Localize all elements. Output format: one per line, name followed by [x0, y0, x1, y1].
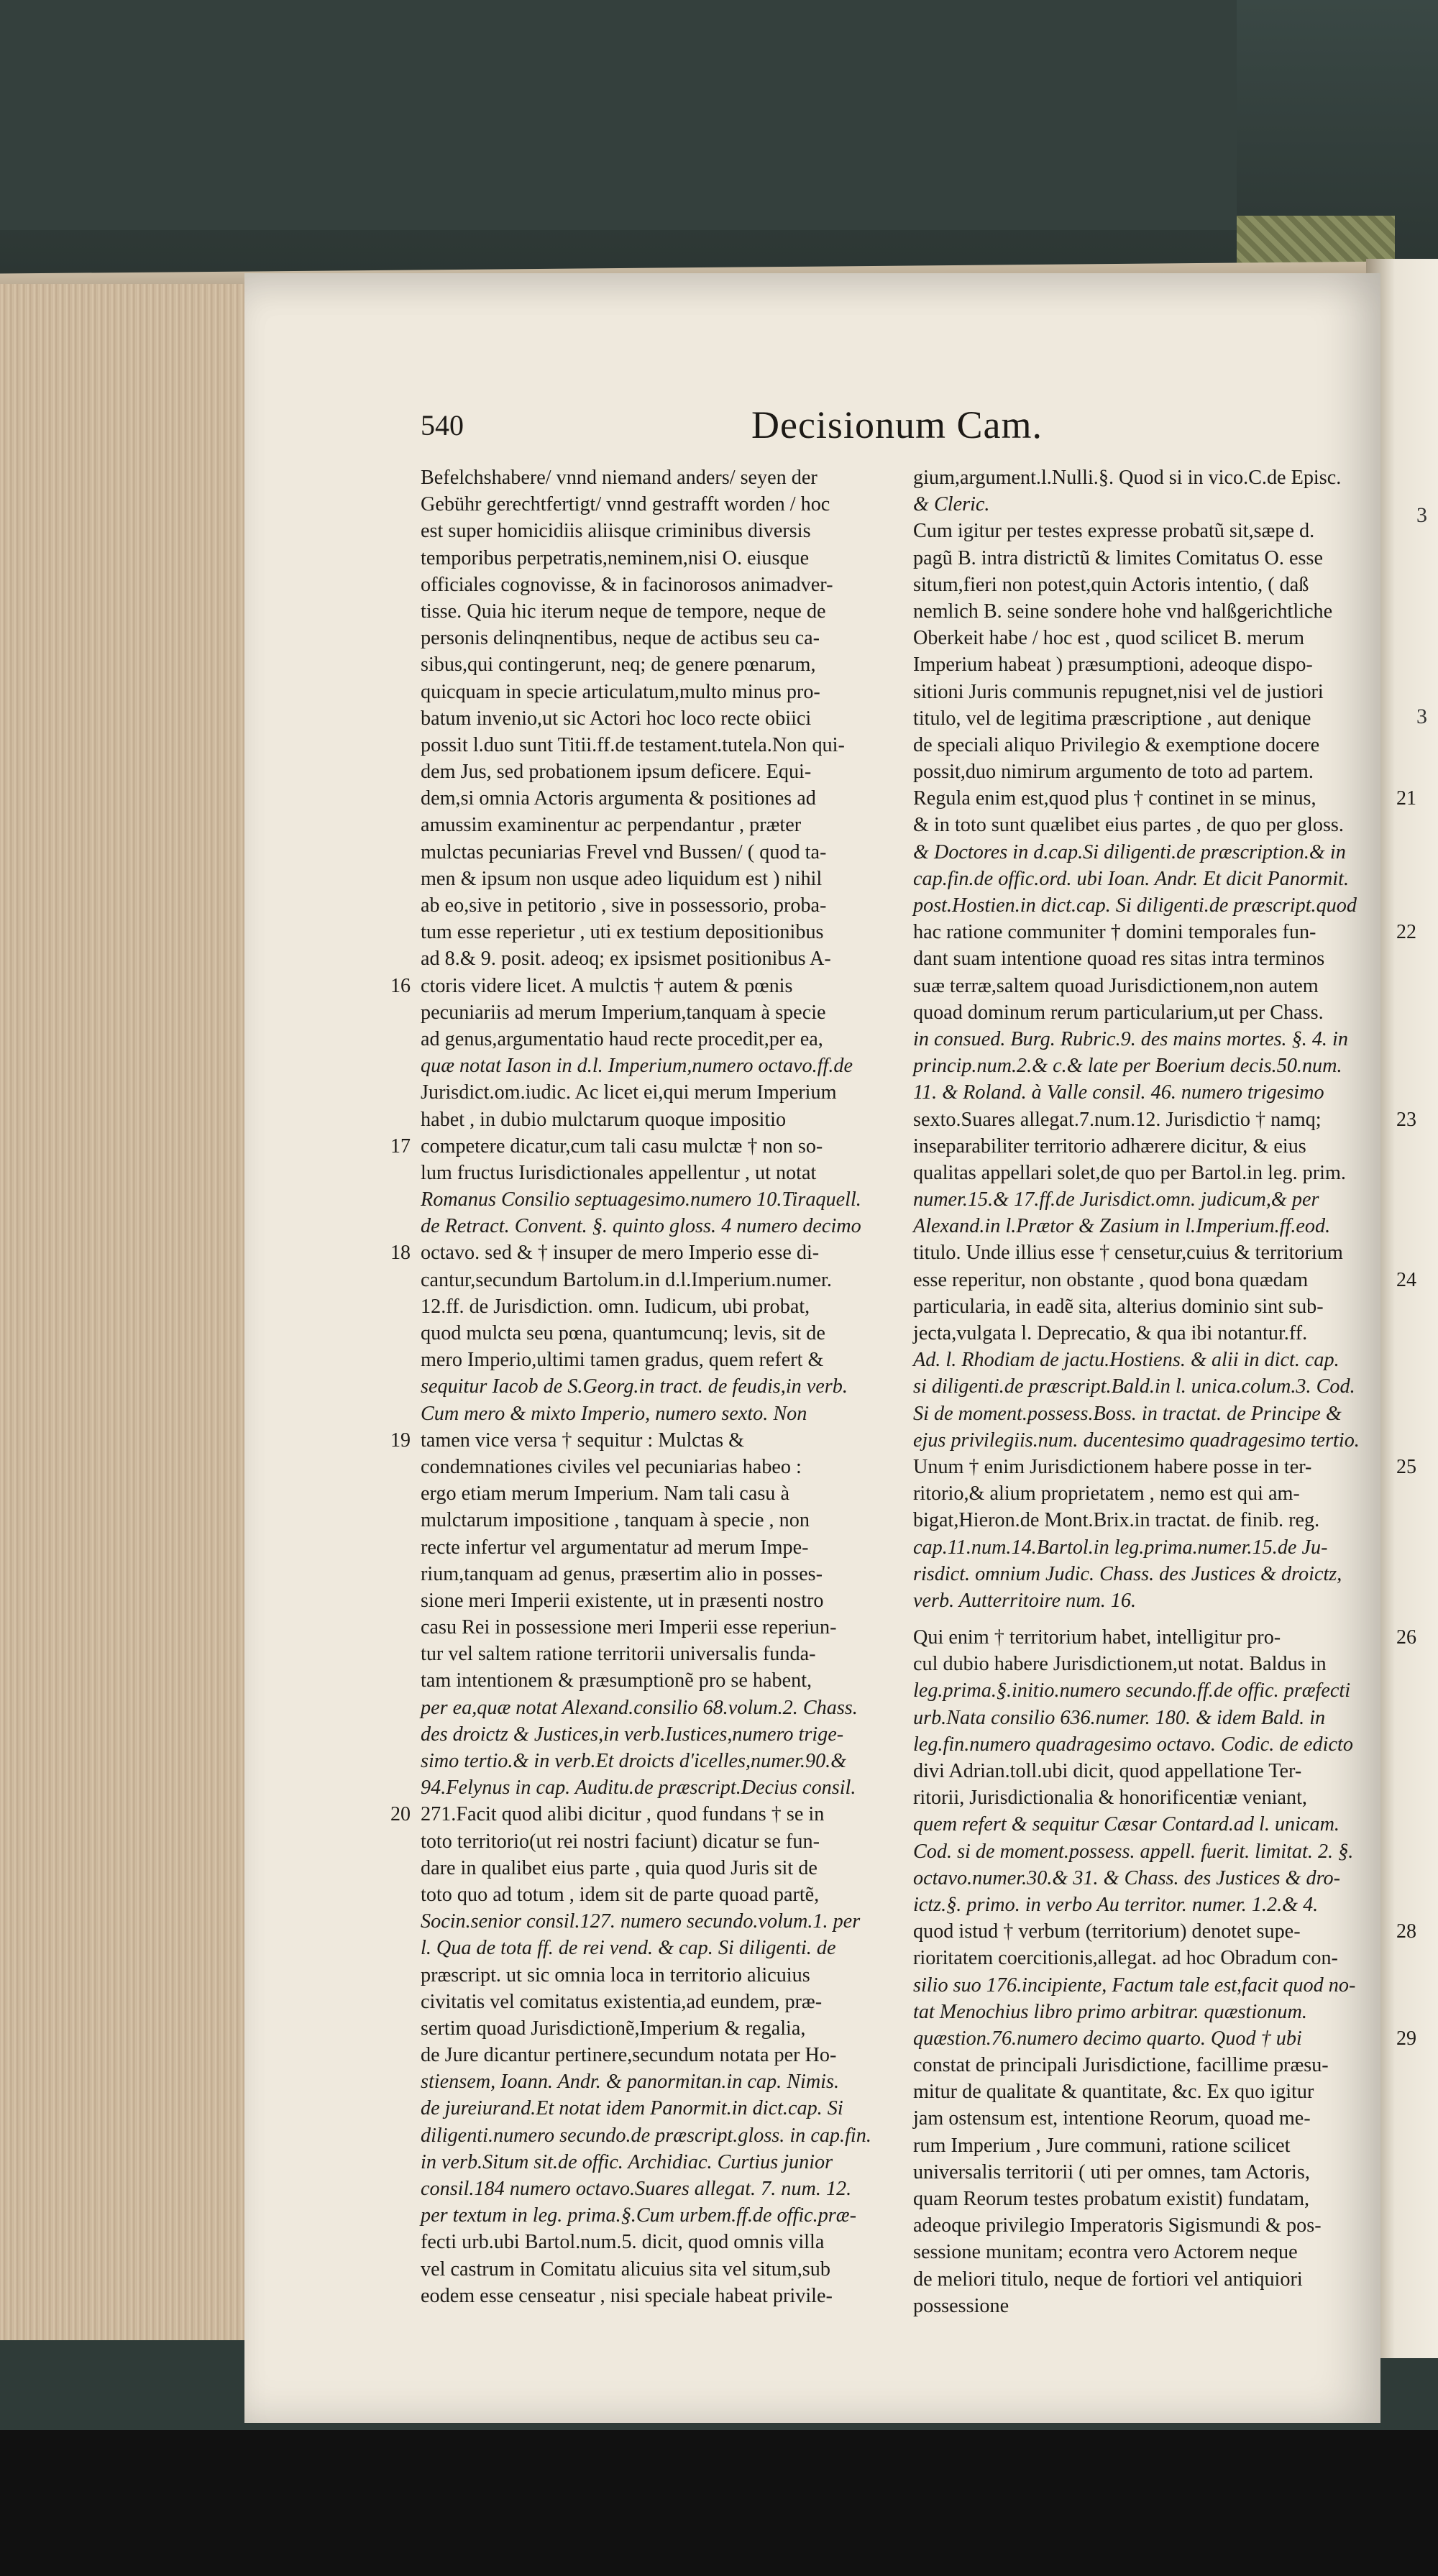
- text-line: tat Menochius libro primo arbitrar. quæstionum.: [913, 2000, 1307, 2023]
- text-line: ejus privilegiis.num. ducentesimo quadragesimo tertio.: [913, 1429, 1360, 1452]
- text-line: de speciali aliquo Privilegio & exemptione docere: [913, 733, 1320, 756]
- text-line: temporibus perpetratis,neminem,nisi O. eiusque: [421, 546, 810, 569]
- text-line: Socin.senior consil.127. numero secundo.volum.1. per: [421, 1910, 861, 1933]
- text-line: quod istud † verbum (territorium) denotet supe-: [913, 1920, 1301, 1943]
- text-line: tisse. Quia hic iterum neque de tempore, neque de: [421, 600, 826, 623]
- text-line: situm,fieri non potest,quin Actoris intentio, ( daß: [913, 573, 1309, 596]
- text-line: verb. Autterritoire num. 16.: [913, 1589, 1137, 1612]
- text-line: quoad dominum rerum particularium,ut per Chass.: [913, 1001, 1324, 1024]
- text-line: batum invenio,ut sic Actori hoc loco recte obiici: [421, 707, 812, 730]
- text-line: competere dicatur,cum tali casu mulctæ † non so-: [421, 1135, 823, 1158]
- text-line: est super homicidiis aliisque criminibus diversis: [421, 520, 811, 543]
- text-line: eodem esse censeatur , nisi speciale habeat privile-: [421, 2284, 833, 2307]
- text-line: Gebühr gerechtfertigt/ vnnd gestrafft worden / hoc: [421, 493, 830, 516]
- text-line: mero Imperio,ultimi tamen gradus, quem refert &: [421, 1349, 824, 1372]
- text-line: & Cleric.: [913, 493, 990, 516]
- text-line: quæ notat Iason in d.l. Imperium,numero octavo.ff.de: [421, 1055, 853, 1078]
- text-line: sequitur Iacob de S.Georg.in tract. de feudis,in verb.: [421, 1375, 848, 1398]
- text-line: rium,tanquam ad genus, præsertim alio in posses-: [421, 1562, 823, 1585]
- marginal-note-number: 28: [1396, 1920, 1416, 1943]
- text-line: ad 8.& 9. posit. adeoq; ex ipsismet positionibus A-: [421, 948, 831, 971]
- text-line: dem,si omnia Actoris argumenta & positiones ad: [421, 787, 816, 810]
- text-line: in consued. Burg. Rubric.9. des mains mortes. §. 4. in: [913, 1027, 1348, 1050]
- marginal-note-number: 20: [390, 1803, 411, 1825]
- text-line: officiales cognovisse, & in facinorosos animadver-: [421, 573, 833, 596]
- text-line: titulo, vel de legitima præscriptione , aut denique: [913, 707, 1311, 730]
- marginal-note-number: 17: [390, 1135, 411, 1158]
- facing-page-mark: 3: [1416, 503, 1427, 527]
- text-line: condemnationes civiles vel pecuniarias habeo :: [421, 1455, 802, 1478]
- text-line: de jureiurand.Et notat idem Panormit.in dict.cap. Si: [421, 2097, 843, 2120]
- text-line: cap.fin.de offic.ord. ubi Ioan. Andr. Et dicit Panormit.: [913, 867, 1349, 890]
- text-line: 94.Felynus in cap. Auditu.de præscript.Decius consil.: [421, 1777, 856, 1800]
- text-line: bigat,Hieron.de Mont.Brix.in tractat. de finib. reg.: [913, 1509, 1320, 1532]
- text-line: octavo.numer.30.& 31. & Chass. des Justices & dro-: [913, 1866, 1340, 1889]
- text-line: tur vel saltem ratione territorii universalis funda-: [421, 1643, 816, 1666]
- text-line: toto territorio(ut rei nostri faciunt) dicatur se fun-: [421, 1830, 820, 1853]
- text-line: possessione: [913, 2294, 1009, 2317]
- text-line: Oberkeit habe / hoc est , quod scilicet B. merum: [913, 627, 1305, 650]
- text-line: inseparabiliter territorio adhærere dicitur, & eius: [913, 1135, 1306, 1158]
- text-line: Befelchshabere/ vnnd niemand anders/ seyen der: [421, 467, 818, 489]
- text-line: tum esse reperietur , uti ex testium depositionibus: [421, 921, 824, 944]
- text-line: & Doctores in d.cap.Si diligenti.de præscription.& in: [913, 840, 1346, 863]
- text-line: sertim quoad Jurisdictionẽ,Imperium & regalia,: [421, 2017, 806, 2040]
- text-line: ritorio,& alium proprietatem , nemo est qui am-: [913, 1482, 1300, 1505]
- text-line: nemlich B. seine sondere hohe vnd halßgerichtliche: [913, 600, 1333, 623]
- text-line: sessione munitam; econtra vero Actorem neque: [913, 2241, 1298, 2264]
- text-line: personis delinqnentibus, neque de actibus seu ca-: [421, 627, 820, 650]
- marginal-note-number: 23: [1396, 1109, 1416, 1131]
- running-head: Decisionum Cam.: [751, 403, 1043, 446]
- text-line: toto quo ad totum , idem sit de parte quoad partẽ,: [421, 1883, 820, 1906]
- text-line: rioritatem coercitionis,allegat. ad hoc Obradum con-: [913, 1947, 1338, 1970]
- text-line: des droictz & Justices,in verb.Iustices,numero trige-: [421, 1723, 844, 1746]
- right-text-column: [913, 464, 1416, 2319]
- text-line: men & ipsum non usque adeo liquidum est ) nihil: [421, 867, 823, 890]
- text-line: Imperium habeat ) præsumptioni, adeoque dispo-: [913, 654, 1313, 677]
- text-line: dant suam intentione quoad res sitas intra terminos: [913, 948, 1325, 971]
- text-line: qualitas appellari solet,de quo per Bartol.in leg. prim.: [913, 1161, 1346, 1184]
- text-line: jecta,vulgata l. Deprecatio, & qua ibi notantur.ff.: [913, 1322, 1308, 1344]
- text-line: possit l.duo sunt Titii.ff.de testament.tutela.Non qui-: [421, 733, 845, 756]
- text-line: leg.prima.§.initio.numero secundo.ff.de offic. præfecti: [913, 1679, 1351, 1702]
- text-line: jam ostensum est, intentione Reorum, quoad me-: [913, 2107, 1311, 2130]
- text-line: per ea,quæ notat Alexand.consilio 68.volum.2. Chass.: [421, 1696, 858, 1719]
- text-line: adeoque privilegio Imperatoris Sigismundi & pos-: [913, 2214, 1322, 2237]
- text-line: leg.fin.numero quadragesimo octavo. Codic. de edicto: [913, 1733, 1353, 1756]
- text-line: quem refert & sequitur Cæsar Contard.ad l. unicam.: [913, 1813, 1339, 1836]
- marginal-note-number: 25: [1396, 1456, 1416, 1478]
- text-line: pagũ B. intra districtũ & limites Comitatus O. esse: [913, 546, 1323, 569]
- text-line: cul dubio habere Jurisdictionem,ut notat. Baldus in: [913, 1653, 1327, 1676]
- text-line: rum Imperium , Jure communi, ratione scilicet: [913, 2134, 1291, 2157]
- text-line: pecuniariis ad merum Imperium,tanquam à specie: [421, 1001, 826, 1024]
- text-line: Unum † enim Jurisdictionem habere posse in ter-: [913, 1455, 1312, 1478]
- marginal-note-number: 16: [390, 975, 411, 997]
- text-line: Cum igitur per testes expresse probatũ sit,sæpe d.: [913, 520, 1315, 543]
- text-line: simo tertio.& in verb.Et droicts d'icelles,numer.90.&: [421, 1750, 847, 1772]
- text-line: suæ terræ,saltem quoad Jurisdictionem,non autem: [913, 974, 1319, 997]
- text-line: Alexand.in l.Prætor & Zasium in l.Imperium.ff.eod.: [913, 1215, 1331, 1238]
- text-line: constat de principali Jurisdictione, facillime præsu-: [913, 2054, 1329, 2077]
- text-line: Jurisdict.om.iudic. Ac licet ei,qui merum Imperium: [421, 1081, 837, 1104]
- marginal-note-number: 21: [1396, 787, 1416, 810]
- text-line: l. Qua de tota ff. de rei vend. & cap. Si diligenti. de: [421, 1937, 836, 1960]
- text-line: divi Adrian.toll.ubi dicit, quod appellatione Ter-: [913, 1760, 1302, 1782]
- text-line: ergo etiam merum Imperium. Nam tali casu à: [421, 1482, 789, 1505]
- text-line: ictz.§. primo. in verbo Au territor. numer. 1.2.& 4.: [913, 1893, 1319, 1916]
- text-line: risdict. omnium Judic. Chass. des Justices & droictz,: [913, 1562, 1342, 1585]
- marginal-note-number: 22: [1396, 921, 1416, 943]
- text-line: de Jure dicantur pertinere,secundum notata per Ho-: [421, 2044, 837, 2067]
- page-block-edge: [0, 284, 247, 2340]
- text-line: sibus,qui contingerunt, neq; de genere pœnarum,: [421, 654, 816, 677]
- text-line: præscript. ut sic omnia loca in territorio alicuius: [421, 1963, 810, 1986]
- text-line: tamen vice versa † sequitur : Mulctas &: [421, 1429, 745, 1452]
- text-line: ctoris videre licet. A mulctis † autem & pœnis: [421, 974, 793, 997]
- page-header: [421, 403, 1341, 452]
- text-line: si diligenti.de præscript.Bald.in l. unica.colum.3. Cod.: [913, 1375, 1355, 1398]
- text-line: lum fructus Iurisdictionales appellentur , ut notat: [421, 1161, 817, 1184]
- text-line: silio suo 176.incipiente, Factum tale est,facit quod no-: [913, 1974, 1356, 1997]
- text-line: hac ratione communiter † domini temporales fun-: [913, 921, 1316, 944]
- text-line: Si de moment.possess.Boss. in tractat. de Principe &: [913, 1402, 1342, 1425]
- text-line: fecti urb.ubi Bartol.num.5. dicit, quod omnis villa: [421, 2231, 825, 2254]
- text-line: sione meri Imperii existente, ut in præsenti nostro: [421, 1589, 824, 1612]
- text-line: Regula enim est,quod plus † continet in se minus,: [913, 787, 1316, 810]
- text-line: titulo. Unde illius esse † censetur,cuius & territorium: [913, 1242, 1343, 1265]
- marginal-note-number: 26: [1396, 1626, 1416, 1649]
- text-line: Qui enim † territorium habet, intelligitur pro-: [913, 1626, 1281, 1649]
- text-line: diligenti.numero secundo.de præscript.gloss. in cap.fin.: [421, 2124, 871, 2147]
- text-line: casu Rei in possessione meri Imperii esse reperiun-: [421, 1616, 837, 1639]
- text-line: particularia, in eadẽ sita, alterius dominio sint sub-: [913, 1295, 1324, 1318]
- text-line: sexto.Suares allegat.7.num.12. Jurisdictio † namq;: [913, 1108, 1322, 1131]
- text-line: & in toto sunt quælibet eius partes , de quo per gloss.: [913, 814, 1344, 837]
- text-line: dare in qualibet eius parte , quia quod Juris sit de: [421, 1856, 818, 1879]
- marginal-note-number: 29: [1396, 2027, 1416, 2050]
- text-line: ad genus,argumentatio haud recte procedit,per ea,: [421, 1027, 823, 1050]
- text-line: consil.184 numero octavo.Suares allegat. 7. num. 12.: [421, 2178, 852, 2200]
- text-line: in verb.Situm sit.de offic. Archidiac. Curtius junior: [421, 2150, 833, 2173]
- text-line: Cum mero & mixto Imperio, numero sexto. Non: [421, 1402, 807, 1425]
- text-line: 11. & Roland. à Valle consil. 46. numero trigesimo: [913, 1081, 1324, 1104]
- facing-page-mark: 3: [1416, 705, 1427, 728]
- text-line: de meliori titulo, neque de fortiori vel antiquiori: [913, 2268, 1303, 2291]
- text-line: numer.15.& 17.ff.de Jurisdict.omn. judicum,& per: [913, 1188, 1319, 1211]
- text-line: gium,argument.l.Nulli.§. Quod si in vico.C.de Episc.: [913, 467, 1342, 489]
- text-line: cap.11.num.14.Bartol.in leg.prima.numer.15.de Ju-: [913, 1536, 1328, 1559]
- text-line: tam intentionem & præsumptionẽ pro se habent,: [421, 1669, 812, 1692]
- marginal-note-number: 19: [390, 1429, 411, 1452]
- text-line: mulctas pecuniarias Frevel vnd Bussen/ ( quod ta-: [421, 840, 827, 863]
- left-text-column: [390, 464, 888, 2309]
- text-line: mitur de qualitate & quantitate, &c. Ex quo igitur: [913, 2081, 1314, 2104]
- marginal-note-number: 18: [390, 1242, 411, 1264]
- text-line: princip.num.2.& c.& late per Boerium decis.50.num.: [913, 1055, 1342, 1078]
- text-line: 271.Facit quod alibi dicitur , quod fundans † se in: [421, 1803, 825, 1826]
- text-line: quod mulcta seu pœna, quantumcunq; levis, sit de: [421, 1322, 825, 1344]
- page-number: 540: [421, 409, 464, 441]
- marginal-note-number: 24: [1396, 1269, 1416, 1291]
- text-line: de Retract. Convent. §. quinto gloss. 4 numero decimo: [421, 1215, 861, 1238]
- text-line: civitatis vel comitatus existentia,ad eundem, præ-: [421, 1990, 823, 2013]
- text-line: vel castrum in Comitatu alicuius sita vel situm,sub: [421, 2258, 830, 2281]
- text-line: ab eo,sive in petitorio , sive in possessorio, proba-: [421, 894, 827, 917]
- text-line: universalis territorii ( uti per omnes, tam Actoris,: [913, 2160, 1310, 2183]
- text-line: quæstion.76.numero decimo quarto. Quod † ubi: [913, 2027, 1302, 2050]
- text-line: mulctarum impositione , tanquam à specie , non: [421, 1509, 810, 1532]
- text-line: Ad. l. Rhodiam de jactu.Hostiens. & alii in dict. cap.: [913, 1349, 1339, 1372]
- text-line: octavo. sed & † insuper de mero Imperio esse di-: [421, 1242, 820, 1265]
- text-line: ritorii, Jurisdictionalia & honorificentiæ veniant,: [913, 1787, 1307, 1810]
- text-line: Cod. si de moment.possess. appell. fuerit. limitat. 2. §.: [913, 1840, 1354, 1863]
- text-line: quam Reorum testes probatum existit) fundatam,: [913, 2188, 1310, 2210]
- text-line: habet , in dubio mulctarum quoque impositio: [421, 1108, 787, 1131]
- background-bottom: [0, 2430, 1438, 2576]
- text-line: quicquam in specie articulatum,multo minus pro-: [421, 680, 820, 703]
- text-line: esse reperitur, non obstante , quod bona quædam: [913, 1268, 1309, 1291]
- text-line: Romanus Consilio septuagesimo.numero 10.Tiraquell.: [421, 1188, 861, 1211]
- text-line: amussim examinentur ac perpendantur , præter: [421, 814, 802, 837]
- book-page: [244, 273, 1416, 2423]
- text-line: sitioni Juris communis repugnet,nisi vel de justiori: [913, 680, 1324, 703]
- text-line: 12.ff. de Jurisdiction. omn. Iudicum, ubi probat,: [421, 1295, 810, 1318]
- text-line: cantur,secundum Bartolum.in d.l.Imperium.numer.: [421, 1268, 832, 1291]
- text-line: urb.Nata consilio 636.numer. 180. & idem Bald. in: [913, 1706, 1326, 1729]
- text-line: possit,duo nimirum argumento de toto ad partem.: [913, 761, 1314, 784]
- text-line: post.Hostien.in dict.cap. Si diligenti.de præscript.quod: [913, 894, 1357, 917]
- background-shelf: [0, 0, 1237, 230]
- text-line: recte infertur vel argumentatur ad merum Impe-: [421, 1536, 809, 1559]
- text-line: dem Jus, sed probationem ipsum deficere. Equi-: [421, 761, 812, 784]
- text-line: stiensem, Ioann. Andr. & panormitan.in cap. Nimis.: [421, 2071, 840, 2094]
- text-line: per textum in leg. prima.§.Cum urbem.ff.de offic.præ-: [421, 2204, 856, 2227]
